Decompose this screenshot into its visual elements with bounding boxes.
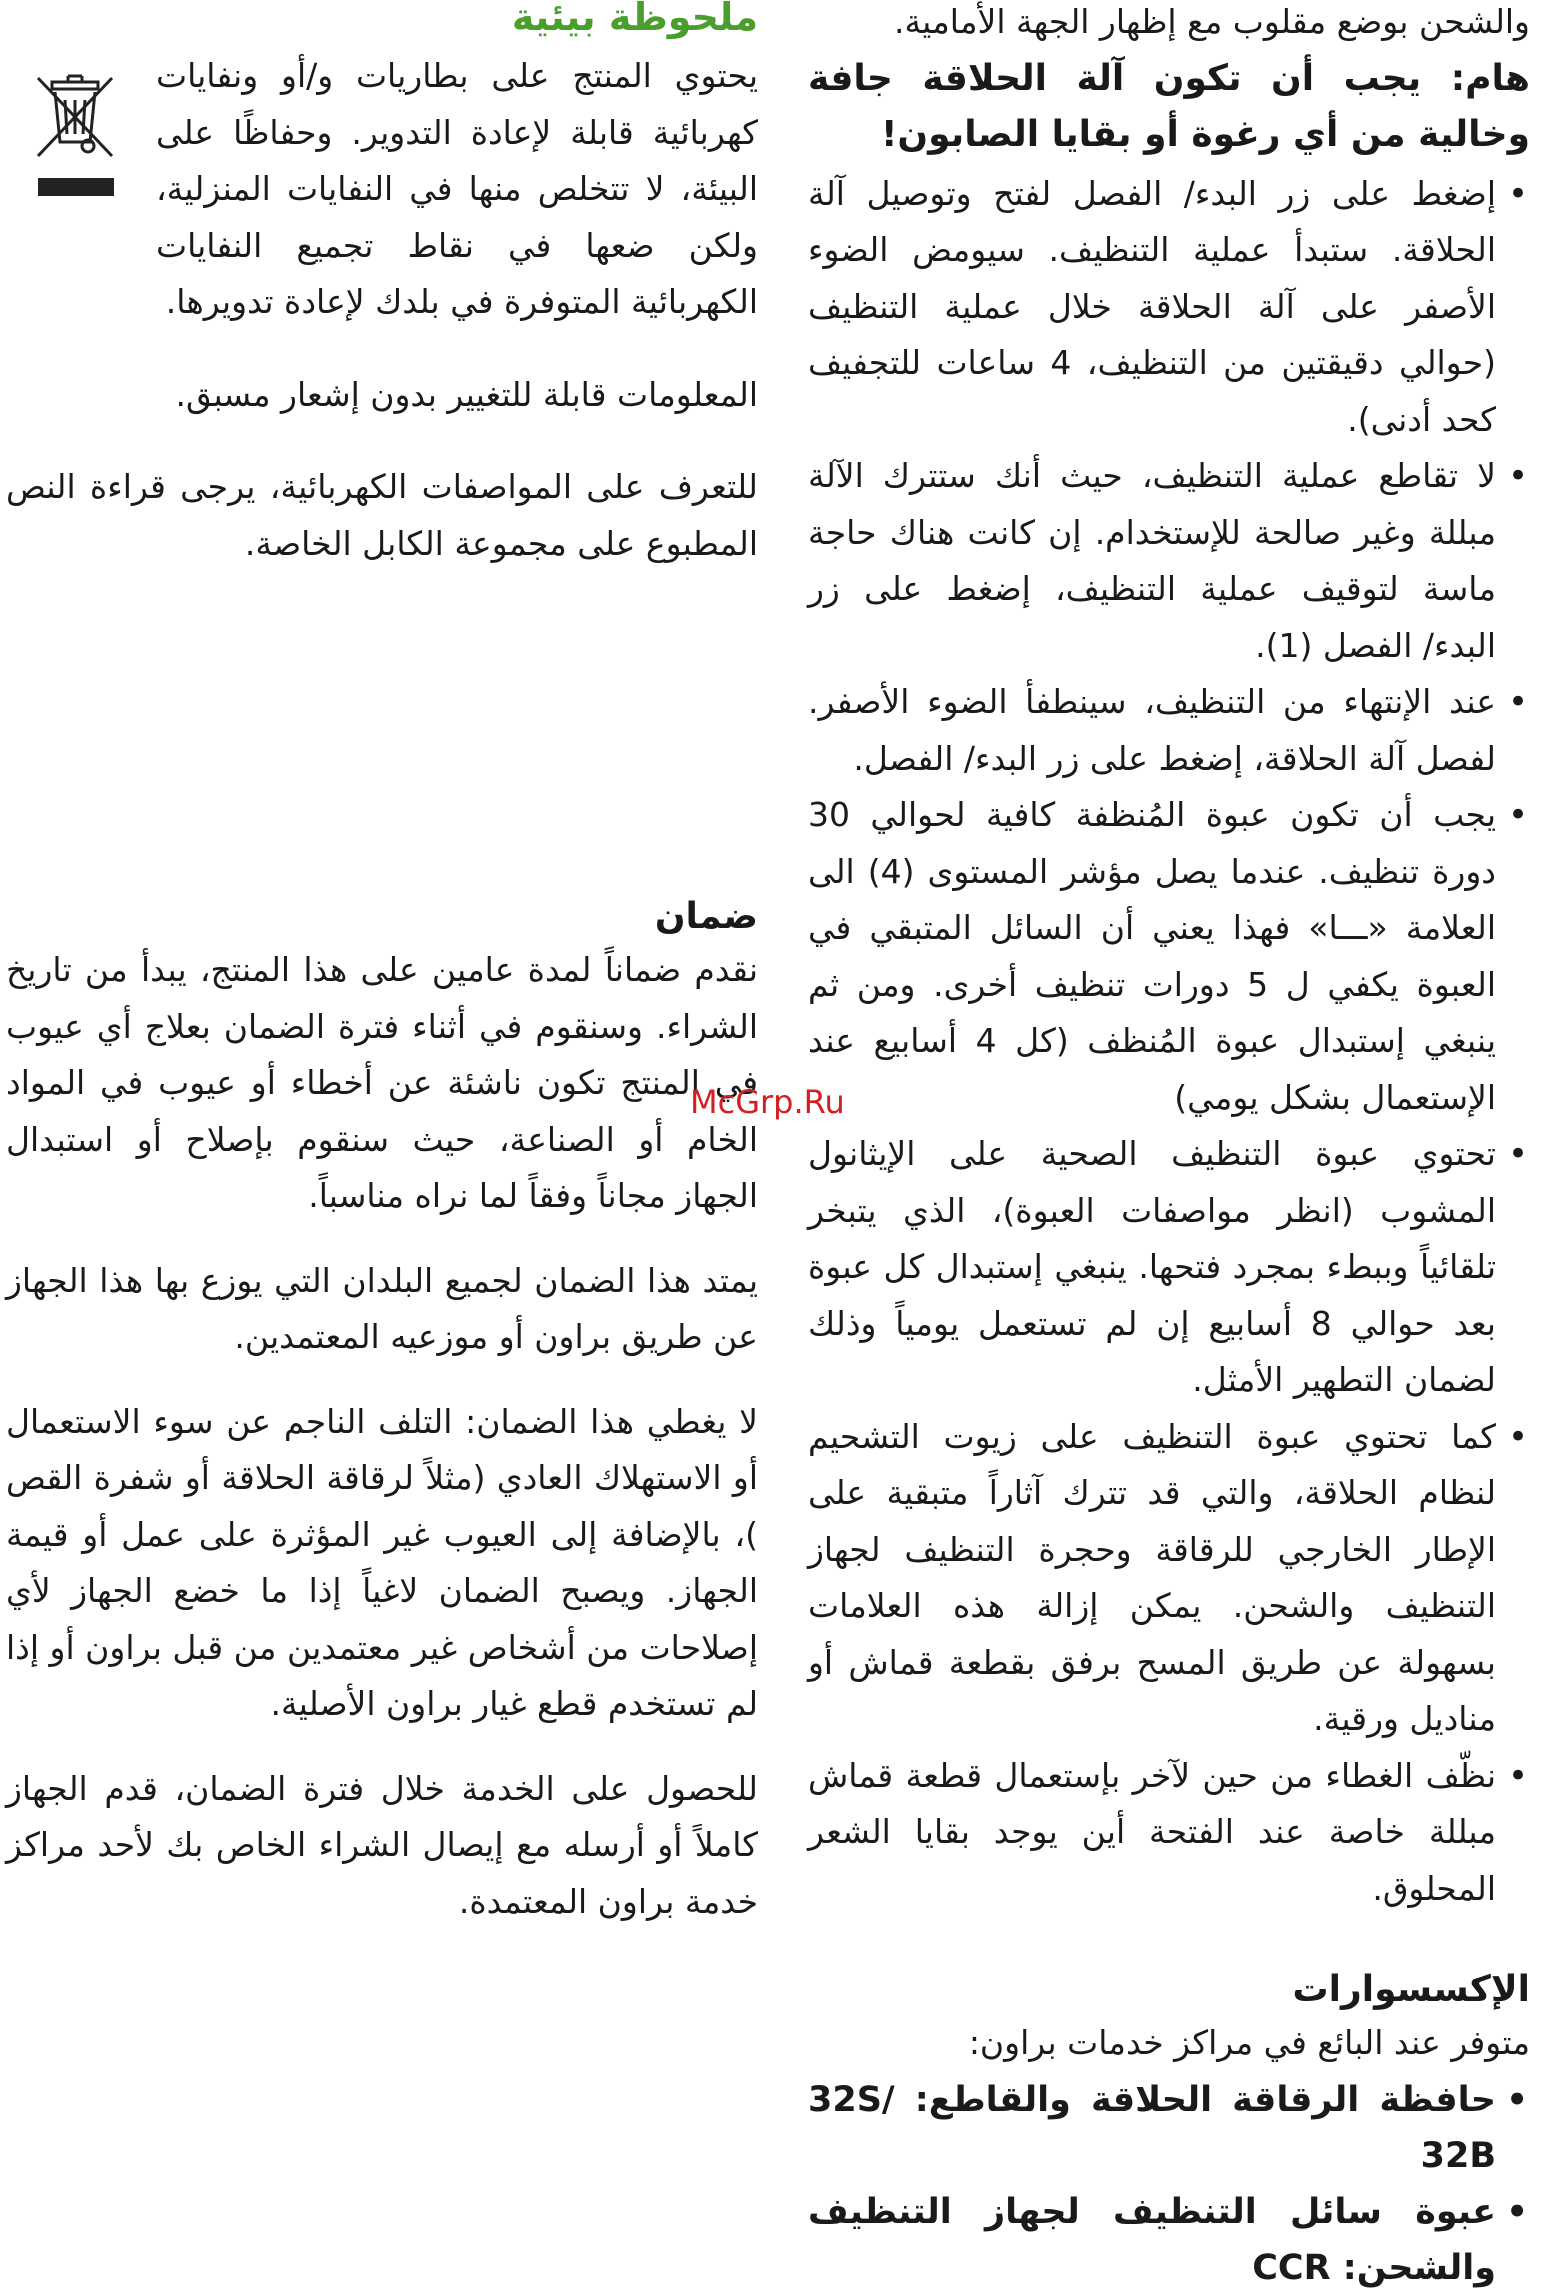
change-notice: المعلومات قابلة للتغيير بدون إشعار مسبق. — [175, 374, 758, 414]
list-item: • إضغط على زر البدء/ الفصل لفتح وتوصيل آلة الحلاقة. ستبدأ عملية التنظيف. سيومض الضوء الأصفر على آلة الحلاقة خلال عملية التنظيف (حوالي دقيقتين من التنظيف، 4 ساعات للتجفيف كحد أدنى). — [808, 166, 1530, 449]
left-column — [6, 0, 758, 1930]
right-column — [808, 0, 1530, 2296]
electrical-specs-note: للتعرف على المواصفات الكهربائية، يرجى قراءة النص المطبوع على مجموعة الكابل الخاصة. — [6, 467, 758, 563]
warranty-heading: ضمان — [654, 896, 758, 937]
warranty-paragraph: للحصول على الخدمة خلال فترة الضمان، قدم الجهاز كاملاً أو أرسله مع إيصال الشراء الخاص بك لأحد مراكز خدمة براون المعتمدة. — [6, 1768, 758, 1921]
accessories-heading: الإكسسوارات — [1292, 1969, 1530, 2010]
list-item: • لا تقاطع عملية التنظيف، حيث أنك ستترك الآلة مبللة وغير صالحة للإستخدام. إن كانت هناك حاجة ماسة لتوقيف عملية التنظيف، إضغط على زر البدء/ الفصل (1). — [808, 448, 1530, 674]
environmental-text: يحتوي المنتج على بطاريات و/أو ونفايات كهربائية قابلة لإعادة التدوير. وحفاظًا على البيئة، لا تتخلص منها في النفايات المنزلية، ولكن ضعها في نقاط تجميع النفايات الكهربائية المتوفرة في بلدك لإعادة تدويرها. — [156, 56, 758, 321]
intro-text: والشحن بوضع مقلوب مع إظهار الجهة الأمامية. — [893, 2, 1530, 41]
list-item: • تحتوي عبوة التنظيف الصحية على الإيثانول المشوب (انظر مواصفات العبوة)، الذي يتبخر تلقائياً وببطء بمجرد فتحها. ينبغي إستبدال كل عبوة بعد حوالي 8 أسابيع إن لم تستعمل يومياً وذلك لضمان التطهير الأمثل. — [808, 1126, 1530, 1409]
weee-bin-icon — [30, 70, 120, 200]
list-item: • كما تحتوي عبوة التنظيف على زيوت التشحيم لنظام الحلاقة، والتي قد تترك آثاراً متبقية على الإطار الخارجي للرقاقة وحجرة التنظيف لجهاز التنظيف والشحن. يمكن إزالة هذه العلامات بسهولة عن طريق المسح برفق بقطعة قماش أو مناديل ورقية. — [808, 1409, 1530, 1748]
cleaning-instructions-list — [808, 166, 1530, 1918]
watermark: McGrp.Ru — [690, 1083, 845, 1121]
warranty-paragraph: لا يغطي هذا الضمان: التلف الناجم عن سوء الاستعمال أو الاستهلاك العادي (مثلاً لرقاقة الحلاقة أو شفرة القص )، بالإضافة إلى العيوب غير المؤثرة على عمل أو قيمة الجهاز. ويصبح الضمان لاغياً إذا ما خضع الجهاز لأي إصلاحات من أشخاص غير معتمدين من قبل براون أو إذا لم تستخدم قطع غيار براون الأصلية. — [6, 1401, 758, 1723]
important-note: هام: يجب أن تكون آلة الحلاقة جافة وخالية من أي رغوة أو بقايا الصابون! — [808, 57, 1530, 155]
warranty-paragraph: نقدم ضماناً لمدة عامين على هذا المنتج، يبدأ من تاريخ الشراء. وسنقوم في أثناء فترة الضمان بعلاج أي عيوب في المنتج تكون ناشئة عن أخطاء أو عيوب في المواد الخام أو الصناعة، حيث سنقوم بإصلاح أو استبدال الجهاز مجاناً وفقاً لما نراه مناسباً. — [6, 950, 758, 1215]
accessories-list — [808, 2072, 1530, 2296]
list-item: • نظّف الغطاء من حين لآخر بإستعمال قطعة قماش مبللة خاصة عند الفتحة أين يوجد بقايا الشعر المحلوق. — [808, 1748, 1530, 1918]
list-item: • عند الإنتهاء من التنظيف، سينطفأ الضوء الأصفر. لفصل آلة الحلاقة، إضغط على زر البدء/ الفصل. — [808, 674, 1530, 787]
warranty-paragraph: يمتد هذا الضمان لجميع البلدان التي يوزع بها هذا الجهاز عن طريق براون أو موزعيه المعتمدين. — [6, 1260, 758, 1356]
list-item: • يجب أن تكون عبوة المُنظفة كافية لحوالي 30 دورة تنظيف. عندما يصل مؤشر المستوى (4) الى العلامة «ـــا» فهذا يعني أن السائل المتبقي في العبوة يكفي ل 5 دورات تنظيف أخرى. ومن ثم ينبغي إستبدال عبوة المُنظف (كل 4 أسابيع عند الإستعمال بشكل يومي) — [808, 787, 1530, 1126]
environmental-heading: ملحوظة بيئية — [511, 0, 758, 39]
list-item: • حافظة الرقاقة الحلاقة والقاطع: 32S/ 32B — [808, 2072, 1530, 2184]
accessories-intro: متوفر عند البائع في مراكز خدمات براون: — [968, 2023, 1530, 2062]
list-item: • عبوة سائل التنظيف لجهاز التنظيف والشحن: CCR — [808, 2184, 1530, 2296]
